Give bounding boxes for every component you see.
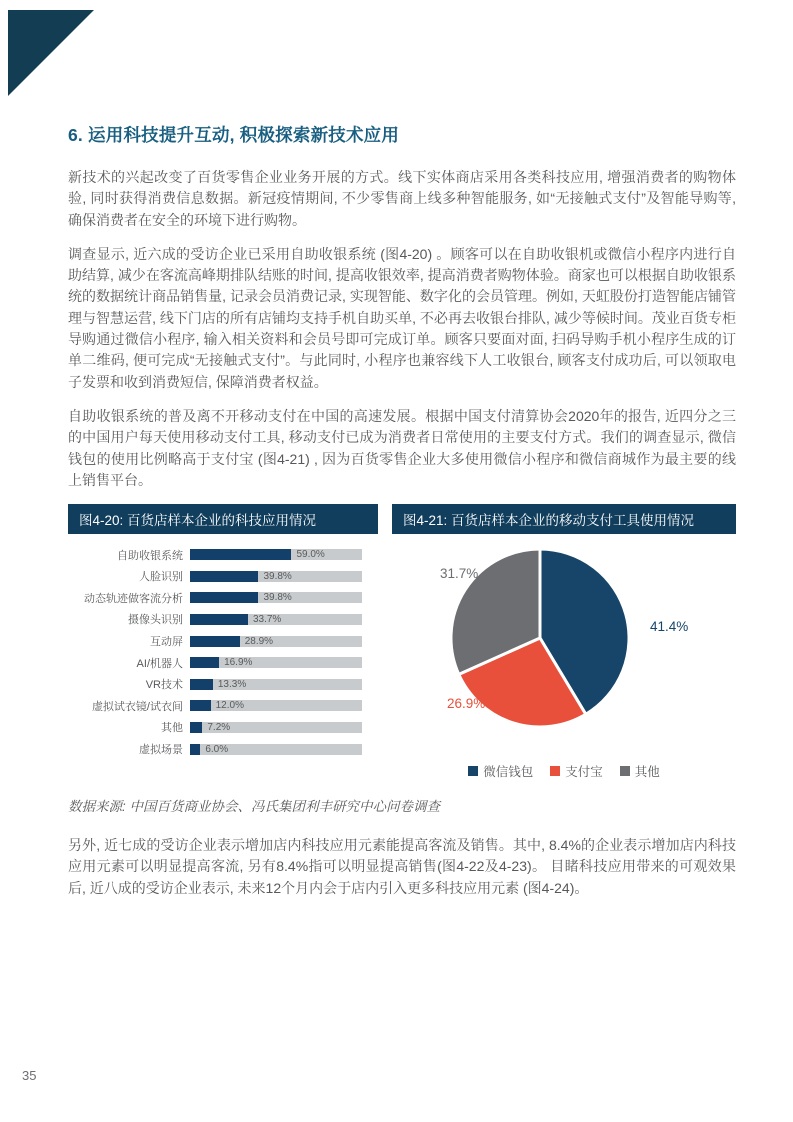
bar-track (190, 700, 362, 711)
bar-track (190, 592, 362, 603)
bar-fill (190, 592, 258, 603)
bar-fill (190, 700, 211, 711)
bar-track (190, 722, 362, 733)
bar-value-label: 39.8% (263, 592, 292, 604)
page-number: 35 (22, 1068, 37, 1083)
figure-4-21-title: 图4-21: 百货店样本企业的移动支付工具使用情况 (392, 504, 736, 534)
paragraph-self-checkout: 调查显示, 近六成的受访企业已采用自助收银系统 (图4-20) 。顾客可以在自助收银机或微信小程序内进行自助结算, 减少在客流高峰期排队结账的时间, 提高收银效率, 提高消费者购物体验。商家也可以根据自助收银系统的数据统计商品销售量, 记录会员消费记录, 实现智能、数字化的会员管理。例如, 天虹股份打造智能店铺管理与智慧运营, 线下门店的所有店铺均支持手机自助买单, 不必再去收银台排队, 减少等候时间。茂业百货专柜导购通过微信小程序, 输入相关资料和会员号即可完成订单。顾客只要面对面, 扫码导购手机小程序生成的订单二维码, 便可完成“无接触式支付”。与此同时, 小程序也兼容线下人工收银台, 顾客支付成功后, 可以领取电子发票和收到消费短信, 保障消费者权益。 (68, 245, 736, 390)
legend-swatch-icon (468, 766, 478, 776)
bar-category-label: 人脸识别 (139, 571, 183, 584)
legend-swatch-icon (620, 766, 630, 776)
bar-row (68, 636, 388, 647)
data-source-note: 数据来源: 中国百货商业协会、冯氏集团利丰研究中心问卷调查 (68, 799, 441, 815)
bar-value-label: 39.8% (263, 570, 292, 582)
tech-adoption-bar-chart (68, 549, 388, 754)
bar-fill (190, 722, 202, 733)
bar-category-label: AI/机器人 (136, 657, 183, 670)
paragraph-intro: 新技术的兴起改变了百货零售企业业务开展的方式。线下实体商店采用各类科技应用, 增强消费者的购物体验, 同时获得消费信息数据。新冠疫情期间, 不少零售商上线多种智能服务, 如“无接触式支付”及智能导购等, 确保消费者在安全的环境下进行购物。 (68, 169, 736, 228)
bar-row (68, 614, 388, 625)
legend-item (620, 762, 660, 780)
bar-value-label: 33.7% (252, 613, 282, 625)
bar-fill (190, 549, 291, 560)
pie-legend (392, 762, 736, 780)
figure-4-21 (392, 504, 736, 786)
bar-track (190, 679, 362, 690)
bar-track (190, 614, 362, 625)
legend-label: 支付宝 (565, 765, 603, 780)
pie-value-alipay: 26.9% (447, 696, 486, 712)
bar-track (190, 744, 362, 755)
bar-fill (190, 679, 213, 690)
bar-value-label: 12.0% (215, 700, 244, 712)
bar-row (68, 744, 388, 755)
bar-track (190, 549, 362, 560)
legend-label: 其他 (634, 765, 660, 780)
bar-track (190, 636, 362, 647)
bar-row (68, 549, 388, 560)
bar-category-label: 摄像头识别 (128, 614, 183, 627)
bar-category-label: 其他 (161, 722, 183, 735)
bar-row (68, 571, 388, 582)
bar-fill (190, 744, 200, 755)
bar-fill (190, 614, 248, 625)
figure-4-20 (68, 504, 388, 786)
legend-item (550, 762, 603, 780)
bar-category-label: 虚拟试衣镜/试衣间 (91, 700, 183, 713)
bar-category-label: 互动屏 (150, 636, 183, 649)
bar-value-label: 7.2% (207, 721, 231, 733)
pie-value-other: 31.7% (440, 566, 479, 582)
payment-pie-chart (392, 534, 736, 786)
bar-fill (190, 657, 219, 668)
bar-track (190, 657, 362, 668)
corner-triangle-decoration (8, 10, 94, 96)
page-content (68, 122, 736, 899)
bar-fill (190, 571, 258, 582)
bar-value-label: 28.9% (244, 635, 274, 647)
legend-swatch-icon (550, 766, 560, 776)
bar-row (68, 722, 388, 733)
bar-value-label: 16.9% (224, 657, 253, 669)
bar-row (68, 657, 388, 668)
bar-value-label: 13.3% (217, 678, 247, 690)
bar-value-label: 59.0% (296, 549, 325, 561)
bar-category-label: 自助收银系统 (117, 549, 183, 562)
bar-fill (190, 636, 240, 647)
bar-track (190, 571, 362, 582)
paragraph-mobile-payment: 自助收银系统的普及离不开移动支付在中国的高速发展。根据中国支付清算协会2020年的报告, 近四分之三的中国用户每天使用移动支付工具, 移动支付已成为消费者日常使用的主要支付方式。我们的调查显示, 微信钱包的使用比例略高于支付宝 (图4-21) , 因为百货零售企业大多使用微信小程序和微信商城作为最主要的线上销售平台。 (68, 407, 736, 488)
pie-value-wechat: 41.4% (650, 619, 689, 635)
figure-4-20-title: 图4-20: 百货店样本企业的科技应用情况 (68, 504, 378, 534)
charts-row (68, 504, 736, 786)
bar-category-label: VR技术 (145, 679, 183, 692)
bar-row (68, 700, 388, 711)
section-heading: 6. 运用科技提升互动, 积极探索新技术应用 (68, 125, 400, 145)
legend-item (468, 762, 533, 780)
paragraph-outlook: 另外, 近七成的受访企业表示增加店内科技应用元素能提高客流及销售。其中, 8.4%的企业表示增加店内科技应用元素可以明显提高客流, 另有8.4%指可以明显提高销售(图4-22及4-23)。 目睹科技应用带来的可观效果后, 近八成的受访企业表示, 未来12个月内会于店内引入更多科技应用元素 (图4-24)。 (68, 837, 736, 896)
legend-label: 微信钱包 (483, 765, 534, 780)
bar-value-label: 6.0% (205, 743, 229, 755)
bar-category-label: 动态轨迹做客流分析 (84, 592, 183, 605)
bar-row (68, 679, 388, 690)
bar-row (68, 592, 388, 603)
bar-category-label: 虚拟场景 (139, 744, 183, 756)
